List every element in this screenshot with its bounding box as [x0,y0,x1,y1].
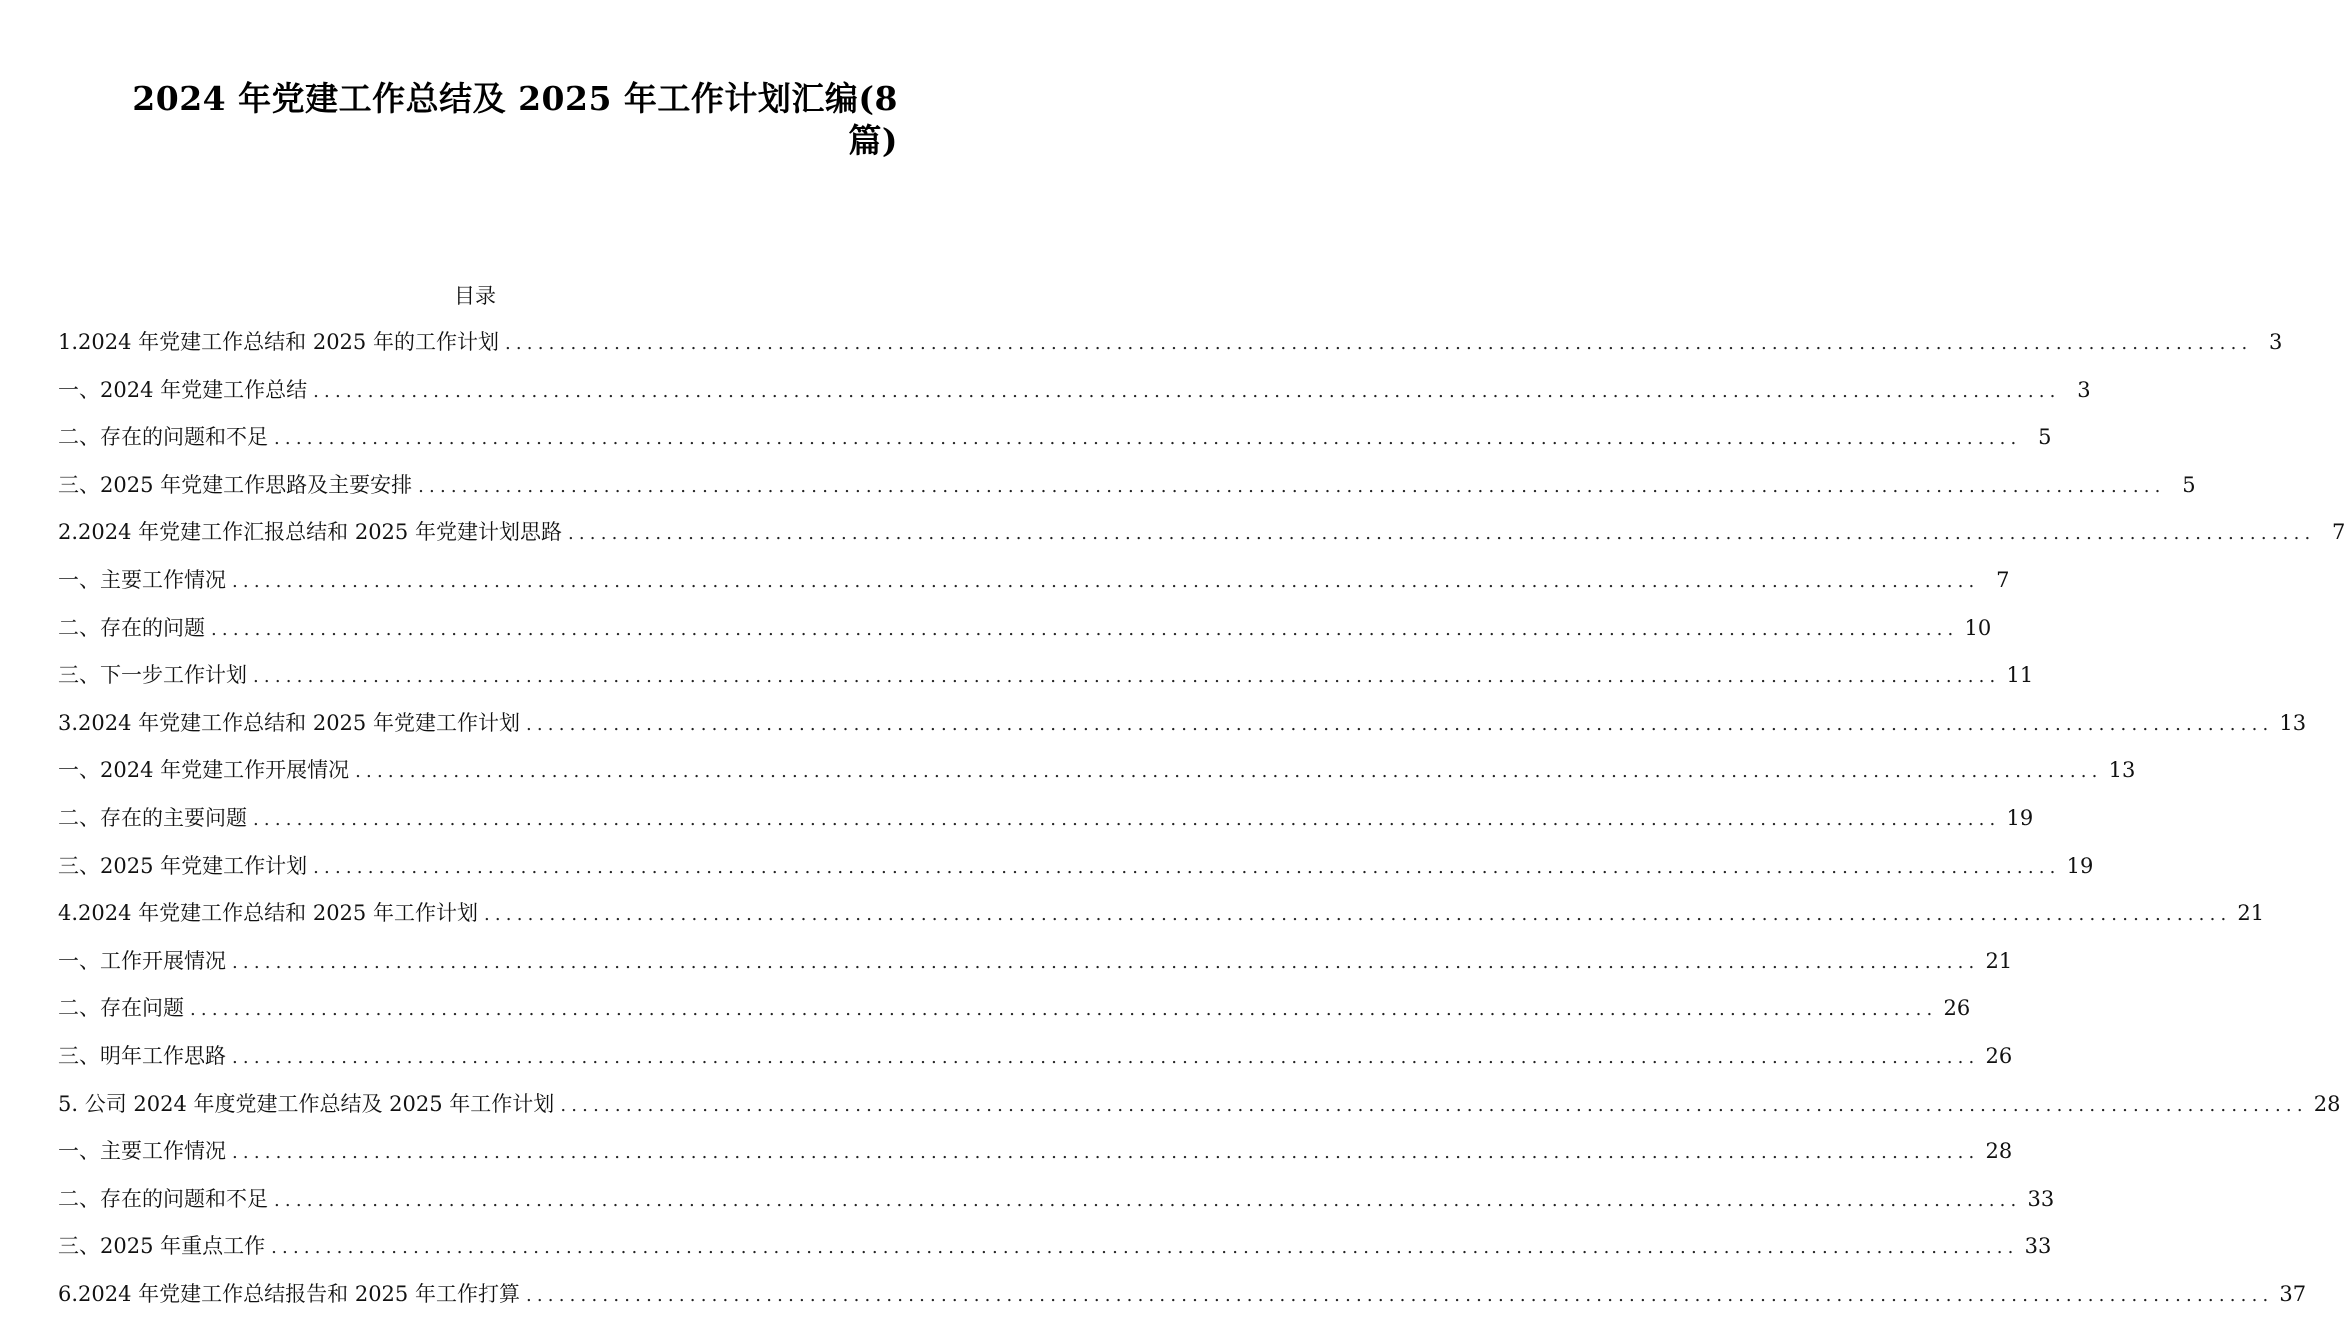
toc-page-number: 13 [2108,758,2136,783]
toc-entry-title: 二、存在的问题 [58,615,205,640]
toc-entry-title: 一、工作开展情况 [58,948,226,973]
toc-dot-leader: ................................................................................................................................................................ [271,1237,2019,1259]
toc-entry[interactable] [58,993,1971,1041]
toc-entry-title: 一、2024 年党建工作总结 [58,377,308,402]
toc-dot-leader: ................................................................................................................................................................ [232,1046,1980,1068]
toc-entry[interactable] [58,517,2345,565]
toc-dot-leader: ................................................................................................................................................................ [232,570,1980,592]
toc-dot-leader: ................................................................................................................................................................ [418,475,2166,497]
toc-page-number: 7 [1996,567,2010,592]
toc-entry[interactable] [58,375,2091,423]
toc-dot-leader: ................................................................................................................................................................ [560,1094,2308,1116]
toc-page-number: 28 [2313,1091,2341,1116]
toc-dot-leader: ................................................................................................................................................................ [211,618,1959,640]
toc-entry-title: 三、2025 年重点工作 [58,1234,266,1259]
toc-entry[interactable] [58,422,2052,470]
toc-entry[interactable] [58,1041,2013,1089]
toc-entry[interactable] [58,1231,2052,1279]
toc-page-number: 21 [2237,901,2265,926]
toc-entry[interactable] [58,613,1992,661]
toc-entry-title: 6.2024 年党建工作总结报告和 2025 年工作打算 [58,1281,520,1306]
toc-entry-title: 二、存在的主要问题 [58,805,247,830]
toc-heading: 目录 [454,284,496,308]
toc-dot-leader: ................................................................................................................................................................ [313,856,2061,878]
toc-entry[interactable] [58,898,2265,946]
toc-dot-leader: ................................................................................................................................................................ [525,713,2274,735]
toc-entry[interactable] [58,851,2094,899]
toc-dot-leader: ................................................................................................................................................................ [313,380,2061,402]
toc-entry[interactable] [58,755,2136,803]
toc-entry-title: 三、2025 年党建工作思路及主要安排 [58,472,413,497]
toc-entry-title: 二、存在的问题和不足 [58,1186,268,1211]
toc-dot-leader: ................................................................................................................................................................ [525,1284,2274,1306]
toc-entry-title: 二、存在问题 [58,996,184,1021]
toc-entry-title: 二、存在的问题和不足 [58,425,268,450]
toc-page-number: 26 [1985,1043,2013,1068]
toc-page-number: 11 [2006,663,2034,688]
toc-page-number: 5 [2038,425,2052,450]
toc-dot-leader: ................................................................................................................................................................ [567,523,2316,545]
toc-page-number: 26 [1943,996,1971,1021]
toc-dot-leader: ................................................................................................................................................................ [253,808,2001,830]
toc-entry-title: 一、主要工作情况 [58,567,226,592]
toc-entry[interactable] [58,660,2034,708]
toc-entry[interactable] [58,1279,2307,1327]
toc-entry[interactable] [58,946,2013,994]
toc-page-number: 13 [2279,710,2307,735]
toc-entry[interactable] [58,470,2196,518]
toc-dot-leader: ................................................................................................................................................................ [274,428,2022,450]
toc-dot-leader: ................................................................................................................................................................ [274,1189,2022,1211]
toc-entry-title: 4.2024 年党建工作总结和 2025 年工作计划 [58,901,478,926]
toc-entry[interactable] [58,1089,2341,1137]
toc-entry[interactable] [58,708,2307,756]
table-of-contents [58,327,2345,1326]
toc-page-number: 3 [2077,377,2091,402]
toc-page-number: 21 [1985,948,2013,973]
toc-dot-leader: ................................................................................................................................................................ [504,333,2253,354]
toc-dot-leader: ................................................................................................................................................................ [232,951,1980,973]
title-line-1: 2024 年党建工作总结及 2025 年工作计划汇编(8 [132,79,898,118]
toc-entry-title: 2.2024 年党建工作汇报总结和 2025 年党建计划思路 [58,520,562,545]
toc-entry-title: 三、2025 年党建工作计划 [58,853,308,878]
toc-dot-leader: ................................................................................................................................................................ [483,904,2232,926]
toc-entry[interactable] [58,565,2010,613]
toc-page-number: 37 [2279,1281,2307,1306]
toc-page-number: 7 [2332,520,2345,545]
toc-entry-title: 三、下一步工作计划 [58,663,247,688]
title-line-2: 篇) [848,121,898,160]
toc-entry-title: 3.2024 年党建工作总结和 2025 年党建工作计划 [58,710,520,735]
toc-dot-leader: ................................................................................................................................................................ [253,666,2001,688]
toc-entry[interactable] [58,1136,2013,1184]
toc-page-number: 19 [2066,853,2094,878]
toc-entry-title: 三、明年工作思路 [58,1043,226,1068]
toc-page-number: 19 [2006,805,2034,830]
toc-entry[interactable] [58,327,2283,375]
toc-page-number: 10 [1964,615,1992,640]
toc-page-number: 33 [2024,1234,2052,1259]
toc-dot-leader: ................................................................................................................................................................ [190,999,1938,1021]
toc-page-number: 3 [2269,330,2283,354]
toc-entry-title: 1.2024 年党建工作总结和 2025 年的工作计划 [58,330,499,354]
toc-dot-leader: ................................................................................................................................................................ [232,1142,1980,1164]
toc-page-number: 5 [2182,472,2196,497]
toc-entry[interactable] [58,803,2034,851]
toc-page-number: 33 [2027,1186,2055,1211]
toc-dot-leader: ................................................................................................................................................................ [355,761,2103,783]
toc-entry-title: 5. 公司 2024 年度党建工作总结及 2025 年工作计划 [58,1091,555,1116]
toc-page-number: 28 [1985,1139,2013,1164]
toc-entry[interactable] [58,1184,2055,1232]
document-title [78,78,898,162]
toc-entry-title: 一、主要工作情况 [58,1139,226,1164]
toc-entry-title: 一、2024 年党建工作开展情况 [58,758,350,783]
